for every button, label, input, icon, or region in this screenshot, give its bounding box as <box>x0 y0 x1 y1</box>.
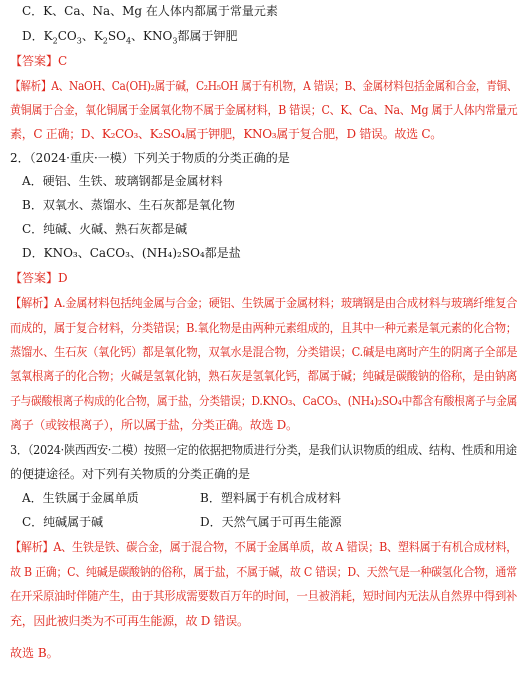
q2-option-d: D．KNO₃、CaCO₃、(NH₄)₂SO₄都是盐 <box>22 246 241 260</box>
q2-stem: 2．（2024·重庆·一模）下列关于物质的分类正确的是 <box>10 151 290 165</box>
q2-explanation-line-5: 子与碳酸根离子构成的化合物，属于盐，分类错误；D.KNO₃、CaCO₃、(NH₄)₂SO₄中都含有酸根离子与金属 <box>10 394 518 408</box>
q3-conclusion: 故选 B。 <box>10 646 59 660</box>
q3-explanation-line-1: 【解析】A、生铁是铁、碳合金，属于混合物，不属于金属单质，故 A 错误；B、塑料属于有机合成材料， <box>10 540 518 554</box>
q2-answer <box>10 271 68 286</box>
q2-explanation-line-6: 离子（或铵根离子），所以属于盐，分类正确。故选 D。 <box>10 418 298 432</box>
q3-explanation-line-4: 充，因此被归类为不可再生能源，故 D 错误。 <box>10 614 249 628</box>
prev-answer <box>10 54 67 69</box>
prev-option-d: D．$K_2CO_3$、$K_2SO_4$、$KNO_3$都属于钾肥 <box>22 29 238 46</box>
q3-stem-line-2: 的便捷途径。对下列有关物质的分类正确的是 <box>10 467 251 481</box>
q2-explanation-line-3: 蒸馏水、生石灰（氧化钙）都是氧化物，双氧水是混合物，分类错误；C.碱是电离时产生的阴离子全部是 <box>10 345 518 359</box>
prev-explanation-line-2: 黄铜属于合金，氧化铜属于金属氧化物不属于金属材料，B 错误；C、K、Ca、Na、Mg 属于人体内常量元 <box>10 103 518 117</box>
q2-explanation-line-4: 氢氧根离子的化合物；火碱是氢氧化钠，熟石灰是氢氧化钙，都属于碱；纯碱是碳酸钠的俗称，是由钠离 <box>10 369 518 383</box>
answer-label: 【答案】 <box>10 54 59 68</box>
q3-stem-line-1: 3．（2024·陕西西安·二模）按照一定的依据把物质进行分类，是我们认识物质的组成、结构、性质和用途 <box>10 443 517 457</box>
q3-option-a: A．生铁属于金属单质 <box>22 491 139 505</box>
answer-value: C <box>58 54 68 68</box>
explanation-label: 【解析】 <box>10 296 55 310</box>
q2-explanation-line-2: 而成的，属于复合材料，分类错误；B.氧化物是由两种元素组成的，且其中一种元素是氧元素的化合物； <box>10 321 517 335</box>
answer-label: 【答案】 <box>10 271 59 285</box>
explanation-label: 【解析】 <box>10 540 54 554</box>
prev-explanation-line-1: 【解析】A、NaOH、Ca(OH)₂属于碱，C₂H₅OH 属于有机物，A 错误；B、金属材料包括金属和合金，青铜、 <box>10 79 518 93</box>
q2-option-c: C．纯碱、火碱、熟石灰都是碱 <box>22 222 188 236</box>
q3-explanation-line-3: 在开采原油时伴随产生，由于其形成需要数百万年的时间，一旦被消耗，短时间内无法从自然界中得到补 <box>10 589 518 603</box>
prev-explanation-line-3: 素，C 正确；D、K₂CO₃、K₂SO₄属于钾肥，KNO₃属于复合肥，D 错误。故选 C。 <box>10 127 442 141</box>
prev-option-c: C．K、Ca、Na、Mg 在人体内都属于常量元素 <box>22 4 278 18</box>
explanation-label: 【解析】 <box>10 79 52 93</box>
q3-option-c: C．纯碱属于碱 <box>22 515 104 529</box>
q2-explanation-line-1: 【解析】A.金属材料包括纯金属与合金；硬铝、生铁属于金属材料；玻璃钢是由合成材料与玻璃纤维复合 <box>10 296 518 310</box>
q2-option-b: B．双氧水、蒸馏水、生石灰都是氧化物 <box>22 198 235 212</box>
q3-option-d: D．天然气属于可再生能源 <box>200 515 342 529</box>
q3-option-b: B．塑料属于有机合成材料 <box>200 491 341 505</box>
q2-option-a: A．硬铝、生铁、玻璃钢都是金属材料 <box>22 174 223 188</box>
q3-explanation-line-2: 故 B 正确；C、纯碱是碳酸钠的俗称，属于盐，不属于碱，故 C 错误；D、天然气是一种碳氢化合物，通常 <box>10 565 517 579</box>
answer-value: D <box>58 271 68 285</box>
